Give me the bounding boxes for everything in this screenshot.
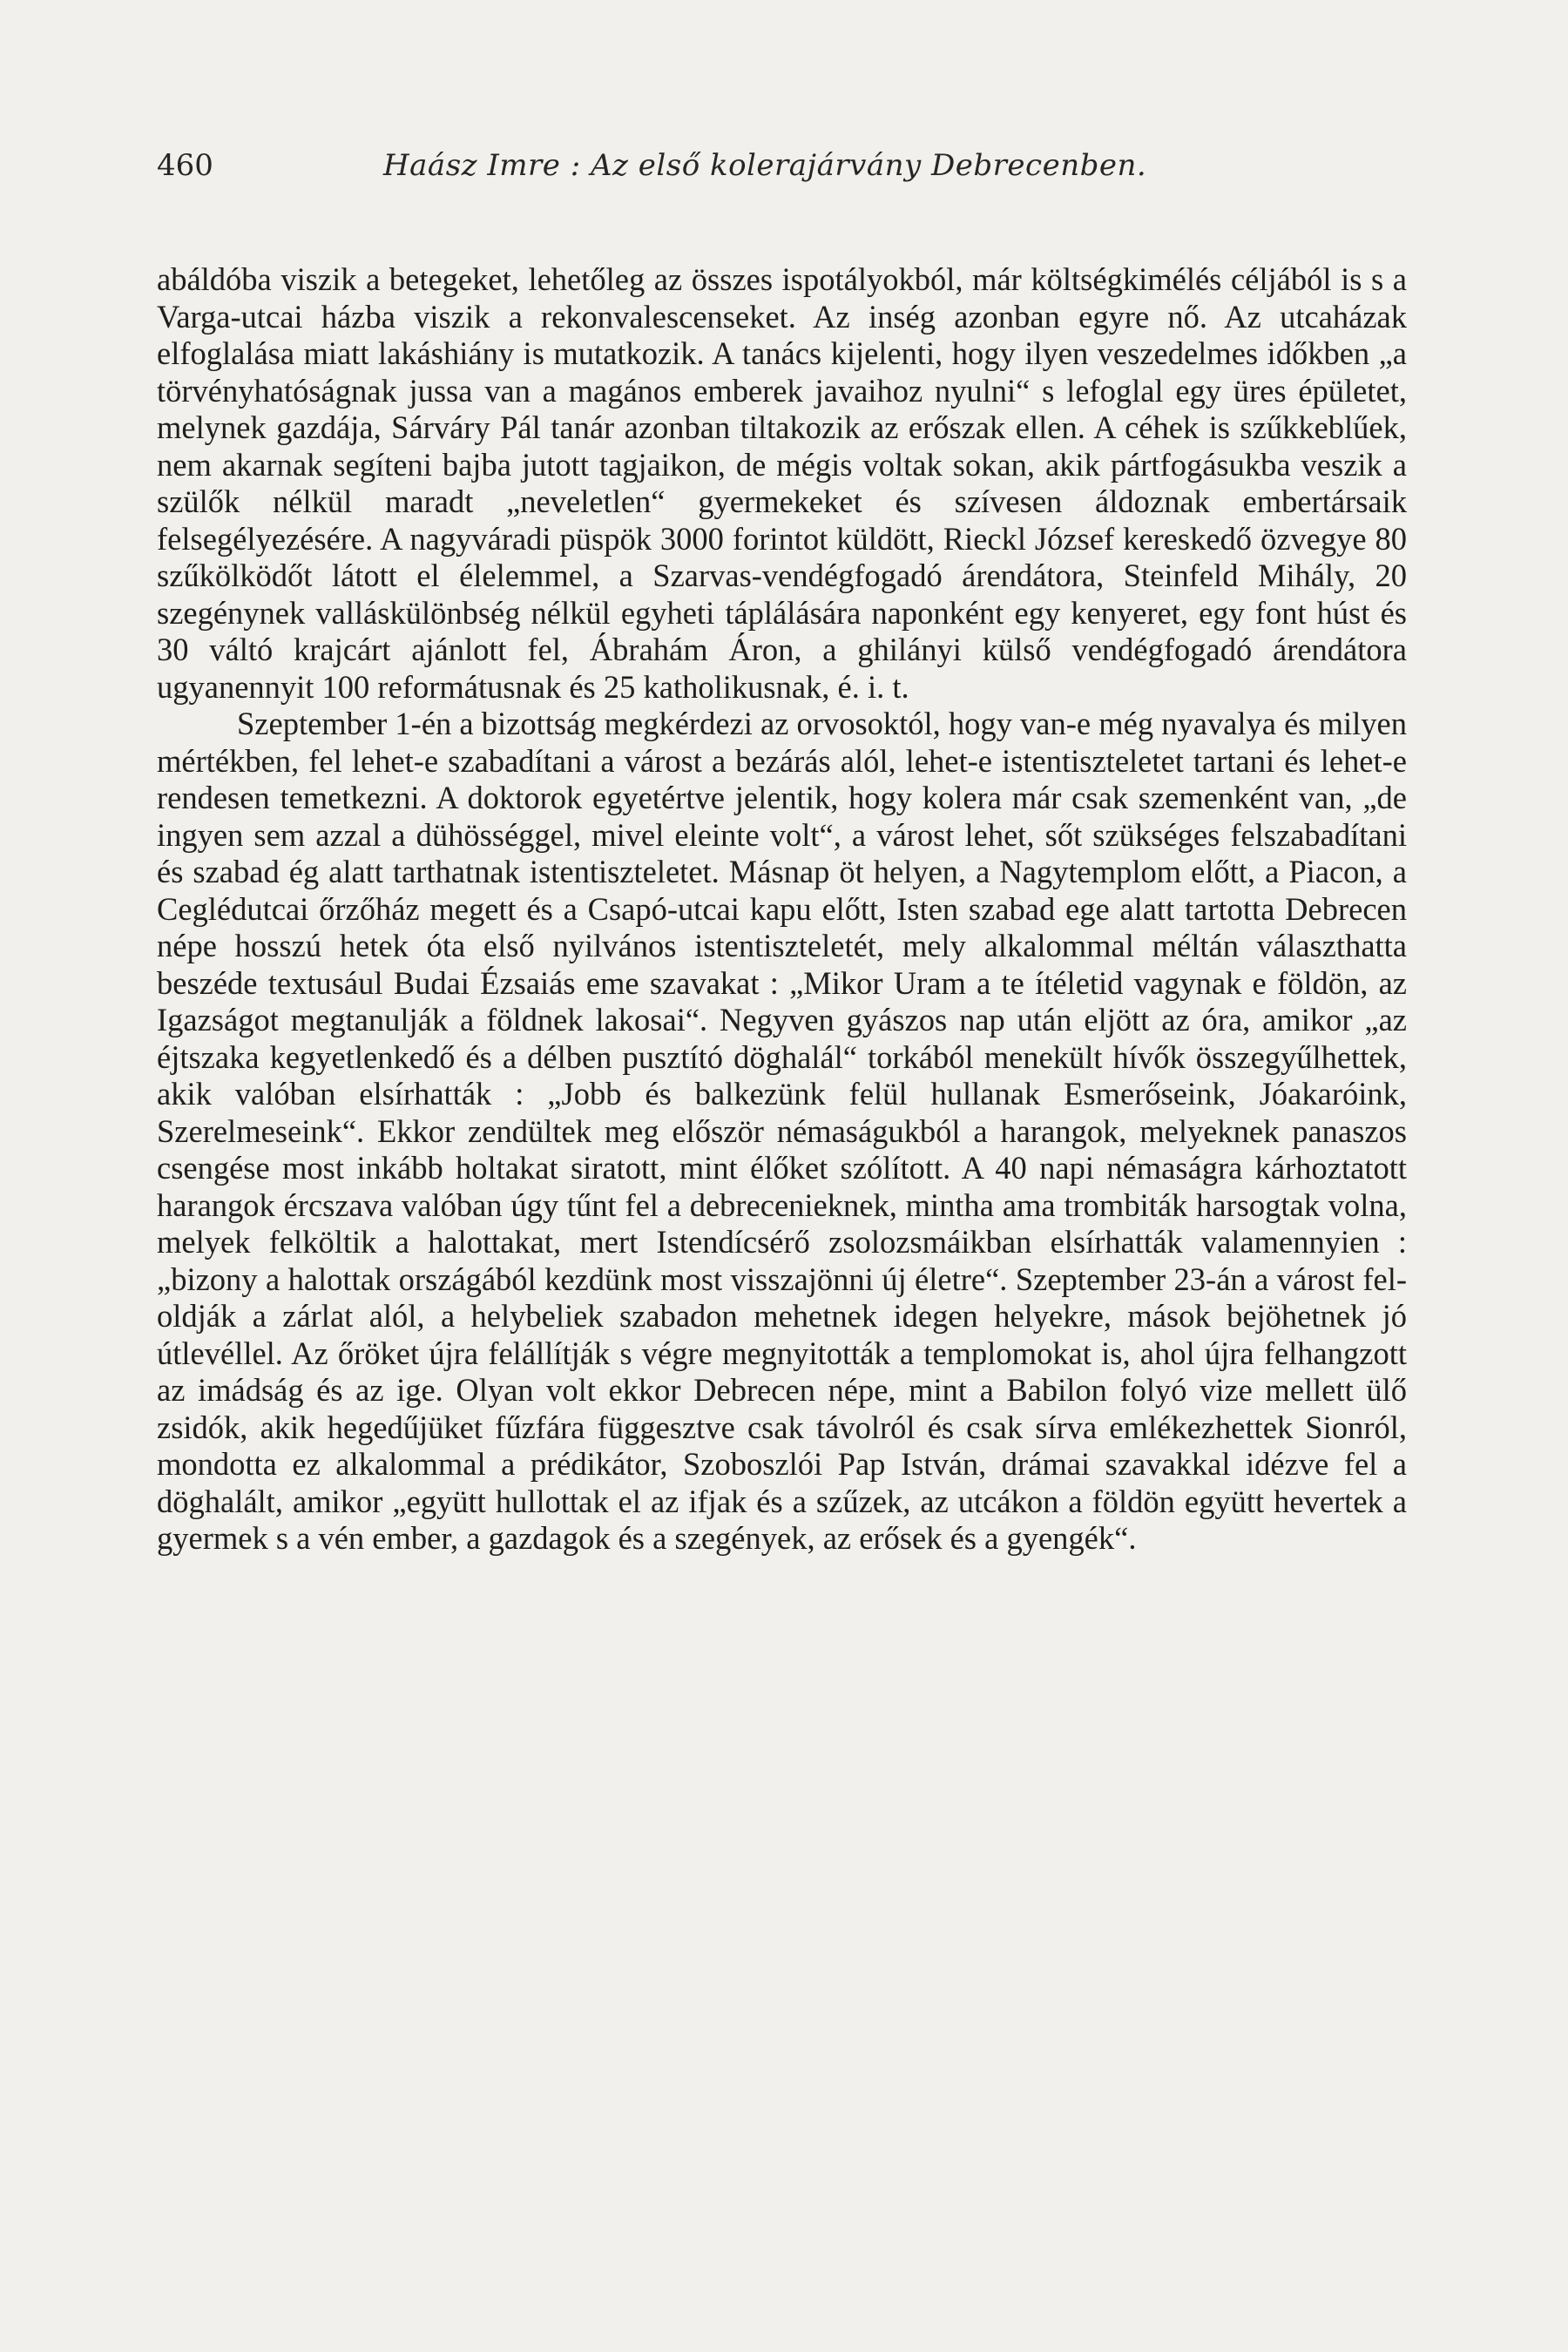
paragraph: Szeptember 1-én a bizottság megkérdezi az orvosoktól, hogy van-e még nyavalya és milyen mértékben, fel lehet-e szabadítani a várost a bezárás alól, lehet-e istentiszteletet tartani és lehet-e rendesen temetkezni. A doktorok egyetértve jelentik, hogy kolera már csak szemenként van, „de ingyen sem azzal a dühösséggel, mivel eleinte volt“, a várost lehet, sőt szükséges felszabadítani és szabad ég alatt tarthatnak istentiszteletet. Másnap öt helyen, a Nagytemplom előtt, a Piacon, a Ceglédutcai őrzőház megett és a Csapó-utcai kapu előtt, Isten szabad ege alatt tartotta Debrecen népe hosszú hetek óta első nyilvános istentiszteletét, mely alkalommal méltán választhatta beszéde textusául Budai Ézsaiás eme szavakat : „Mikor Uram a te ítéletid vagynak e földön, az Igazságot megtanulják a földnek lakosai“. Negyven gyászos nap után eljött az óra, amikor „az éjtszaka kegyetlenkedő és a délben pusztító döghalál“ torkából menekült hívők összegyűlhettek, akik valóban elsírhatták : „Jobb és balkezünk felül hullanak Esmerőseink, Jóakaróink, Szerelmeseink“. Ekkor zendültek meg először némaságukból a harangok, melyeknek panaszos csengése most inkább holtakat siratott, mint élőket szólított. A 40 napi némaságra kárhoztatott harangok ércszava valóban úgy tűnt fel a debrecenieknek, mintha ama trombiták harsogtak volna, melyek felköltik a halottakat, mert Istendícsérő zsolozsmáikban elsírhatták valamennyien : „bizony a halottak országából kezdünk most visszajönni új életre“. Szeptember 23-án a várost feloldják a zárlat alól, a helybeliek szabadon mehetnek idegen helyekre, mások bejöhetnek jó útlevéllel. Az őröket újra felállítják s végre megnyitották a templomokat is, ahol újra felhangzott az imádság és az ige. Olyan volt ekkor Debrecen népe, mint a Babilon folyó vize mellett ülő zsidók, akik hegedűjüket fűzfára függesztve csak távolról és csak sírva emlékezhettek Sionról, mondotta ez alkalommal a prédikátor, Szoboszlói Pap István, drámai szavakkal idézve fel a döghalált, amikor „együtt hullottak el az ifjak és a szűzek, az utcákon a földön együtt hevertek a gyermek s a vén ember, a gazdagok és a szegények, az erősek és a gyengék“. — [157, 706, 1407, 1556]
paragraph: abáldóba viszik a betegeket, lehetőleg az összes ispotályokból, már költségkimélés céljából is s a Varga-utcai házba viszik a rekonvalescenseket. Az inség azonban egyre nő. Az utcaházak elfoglalása miatt lakáshiány is mutatkozik. A tanács kijelenti, hogy ilyen veszedelmes időkben „a törvényhatóságnak jussa van a magános emberek javaihoz nyulni“ s lefoglal egy üres épületet, melynek gazdája, Sárváry Pál tanár azonban tiltakozik az erőszak ellen. A céhek is szűkkeblűek, nem akarnak segíteni bajba jutott tagjaikon, de mégis voltak sokan, akik pártfogásukba veszik a szülők nélkül maradt „neveletlen“ gyermekeket és szívesen áldoznak embertársaik felsegélyezésére. A nagyváradi püspök 3000 forintot küldött, Rieckl József kereskedő özvegye 80 szűkölködőt látott el élelemmel, a Szarvas-vendégfogadó árendátora, Steinfeld Mihály, 20 szegénynek valláskülönbség nélkül egyheti táplálására naponként egy kenyeret, egy font húst és 30 váltó krajcárt ajánlott fel, Ábrahám Áron, a ghilányi külső vendégfogadó árendátora ugyanennyit 100 reformátusnak és 25 katholikusnak, é. i. t. — [157, 261, 1407, 705]
running-head: Haász Imre : Az első kolerajárvány Debrecenben. — [383, 148, 1147, 183]
page-number: 460 — [157, 148, 213, 183]
page-header — [157, 139, 1411, 192]
body-text — [157, 261, 1407, 1558]
